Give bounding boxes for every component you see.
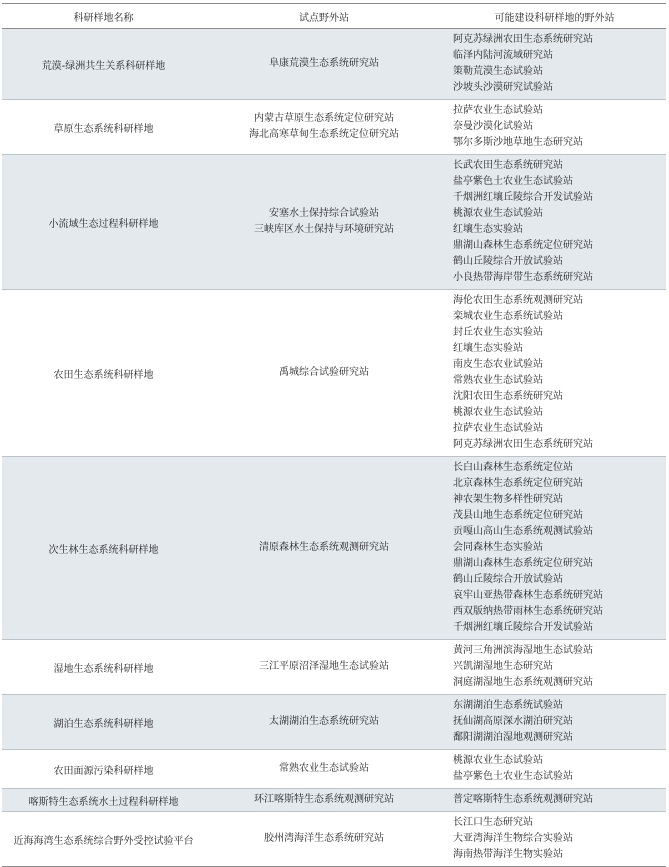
candidate-station-name: 茂县山地生态系统定位研究站 <box>453 510 583 521</box>
header-plot-name: 科研样地名称 <box>2 4 205 29</box>
candidate-stations-cell <box>443 290 666 457</box>
candidate-station-name: 抚仙湖高原深水湖泊研究站 <box>453 716 573 727</box>
candidate-stations-cell <box>443 789 666 812</box>
pilot-station-name: 阜康荒漠生态系统研究站 <box>269 58 379 69</box>
candidate-station-name: 沙坡头沙漠研究试验站 <box>453 82 553 93</box>
pilot-station-cell <box>205 750 443 789</box>
plot-name-cell: 农田生态系统科研样地 <box>2 290 205 457</box>
pilot-station-name: 三峡库区水土保持与环境研究站 <box>254 224 394 235</box>
candidate-station-name: 大亚湾海洋生物综合实验站 <box>453 833 573 844</box>
plot-name-cell: 湿地生态系统科研样地 <box>2 640 205 695</box>
candidate-station-name: 东湖湖泊生态系统试验站 <box>453 700 563 711</box>
plot-name-cell: 次生林生态系统科研样地 <box>2 457 205 640</box>
plot-name-cell: 喀斯特生态系统水土过程科研样地 <box>2 789 205 812</box>
candidate-station-name: 桃源农业生态试验站 <box>453 407 543 418</box>
pilot-station-cell <box>205 29 443 100</box>
candidate-station-name: 鹤山丘陵综合开放试验站 <box>453 574 563 585</box>
candidate-station-name: 桃源农业生态试验站 <box>453 755 543 766</box>
table-row <box>2 29 666 100</box>
candidate-station-name: 北京森林生态系统定位研究站 <box>453 478 583 489</box>
table-row <box>2 789 666 812</box>
table-row <box>2 155 666 290</box>
candidate-station-name: 长武农田生态系统研究站 <box>453 160 563 171</box>
candidate-station-name: 小良热带海岸带生态系统研究站 <box>453 272 593 283</box>
candidate-stations-cell <box>443 640 666 695</box>
candidate-station-name: 红壤生态实验站 <box>453 343 523 354</box>
plot-name-cell: 湖泊生态系统科研样地 <box>2 695 205 750</box>
candidate-station-name: 拉萨农业生态试验站 <box>453 423 543 434</box>
pilot-station-name: 三江平原沼泽湿地生态试验站 <box>259 661 389 672</box>
candidate-station-name: 贡嘎山高山生态系统观测试验站 <box>453 526 593 537</box>
candidate-station-name: 封丘农业生态实验站 <box>453 327 543 338</box>
pilot-station-cell <box>205 812 443 867</box>
pilot-station-name: 常熟农业生态试验站 <box>279 763 369 774</box>
candidate-stations-cell <box>443 457 666 640</box>
table-row <box>2 457 666 640</box>
pilot-station-name: 太湖湖泊生态系统研究站 <box>269 716 379 727</box>
candidate-station-name: 鹤山丘陵综合开放试验站 <box>453 256 563 267</box>
plot-name-cell: 草原生态系统科研样地 <box>2 100 205 155</box>
candidate-station-name: 栾城农业生态系统试验站 <box>453 311 563 322</box>
pilot-station-name: 内蒙古草原生态系统定位研究站 <box>254 113 394 124</box>
candidate-stations-cell <box>443 750 666 789</box>
pilot-station-cell <box>205 290 443 457</box>
plot-name-cell: 小流域生态过程科研样地 <box>2 155 205 290</box>
plot-name-cell: 近海海湾生态系统综合野外受控试验平台 <box>2 812 205 867</box>
pilot-station-cell <box>205 789 443 812</box>
candidate-station-name: 策勒荒漠生态试验站 <box>453 66 543 77</box>
candidate-station-name: 海南热带海洋生物实验站 <box>453 849 563 860</box>
candidate-station-name: 拉萨农业生态试验站 <box>453 105 543 116</box>
table-row <box>2 750 666 789</box>
candidate-station-name: 普定喀斯特生态系统观测研究站 <box>453 794 593 805</box>
pilot-station-name: 安塞水土保持综合试验站 <box>269 208 379 219</box>
pilot-station-name: 环江喀斯特生态系统观测研究站 <box>254 794 394 805</box>
candidate-station-name: 鼎湖山森林生态系统定位研究站 <box>453 240 593 251</box>
table-row <box>2 812 666 867</box>
header-candidate-stations: 可能建设科研样地的野外站 <box>443 4 666 29</box>
table-row <box>2 100 666 155</box>
candidate-station-name: 兴凯湖湿地生态研究站 <box>453 661 553 672</box>
header-pilot-station: 试点野外站 <box>205 4 443 29</box>
candidate-station-name: 海伦农田生态系统观测研究站 <box>453 295 583 306</box>
candidate-station-name: 洞庭湖湿地生态系统观测研究站 <box>453 677 593 688</box>
candidate-station-name: 常熟农业生态试验站 <box>453 375 543 386</box>
candidate-station-name: 长江口生态研究站 <box>453 817 533 828</box>
candidate-stations-cell <box>443 812 666 867</box>
table-body <box>2 29 666 867</box>
pilot-station-name: 海北高寒草甸生态系统定位研究站 <box>249 129 399 140</box>
candidate-station-name: 临泽内陆河流域研究站 <box>453 50 553 61</box>
candidate-station-name: 红壤生态实验站 <box>453 224 523 235</box>
candidate-station-name: 千烟洲红壤丘陵综合开发试验站 <box>453 192 593 203</box>
candidate-station-name: 奈曼沙漠化试验站 <box>453 121 533 132</box>
pilot-station-name: 禹城综合试验研究站 <box>279 367 369 378</box>
plot-name-cell: 农田面源污染科研样地 <box>2 750 205 789</box>
candidate-station-name: 鼎湖山森林生态系统定位研究站 <box>453 558 593 569</box>
research-plot-table <box>2 3 666 867</box>
candidate-station-name: 鄂尔多斯沙地草地生态研究站 <box>453 137 583 148</box>
candidate-station-name: 阿克苏绿洲农田生态系统研究站 <box>453 439 593 450</box>
candidate-station-name: 长白山森林生态系统定位站 <box>453 462 573 473</box>
candidate-station-name: 阿克苏绿洲农田生态系统研究站 <box>453 34 593 45</box>
candidate-stations-cell <box>443 29 666 100</box>
candidate-stations-cell <box>443 695 666 750</box>
pilot-station-cell <box>205 155 443 290</box>
candidate-station-name: 千烟洲红壤丘陵综合开发试验站 <box>453 622 593 633</box>
pilot-station-cell <box>205 100 443 155</box>
candidate-station-name: 盐亭紫色土农业生态试验站 <box>453 771 573 782</box>
candidate-stations-cell <box>443 155 666 290</box>
candidate-station-name: 桃源农业生态试验站 <box>453 208 543 219</box>
table-row <box>2 290 666 457</box>
pilot-station-cell <box>205 640 443 695</box>
pilot-station-cell <box>205 457 443 640</box>
candidate-station-name: 盐亭紫色土农业生态试验站 <box>453 176 573 187</box>
pilot-station-name: 清原森林生态系统观测研究站 <box>259 542 389 553</box>
plot-name-cell: 荒漠-绿洲共生关系科研样地 <box>2 29 205 100</box>
header-row <box>2 4 666 29</box>
table-row <box>2 640 666 695</box>
candidate-station-name: 神农架生物多样性研究站 <box>453 494 563 505</box>
candidate-station-name: 南皮生态农业试验站 <box>453 359 543 370</box>
candidate-station-name: 鄱阳湖湖泊湿地观测研究站 <box>453 732 573 743</box>
table-row <box>2 695 666 750</box>
candidate-stations-cell <box>443 100 666 155</box>
candidate-station-name: 会同森林生态实验站 <box>453 542 543 553</box>
pilot-station-cell <box>205 695 443 750</box>
candidate-station-name: 西双版纳热带雨林生态系统研究站 <box>453 606 603 617</box>
candidate-station-name: 哀牢山亚热带森林生态系统研究站 <box>453 590 603 601</box>
candidate-station-name: 黄河三角洲滨海湿地生态试验站 <box>453 645 593 656</box>
pilot-station-name: 胶州湾海洋生态系统研究站 <box>264 833 384 844</box>
candidate-station-name: 沈阳农田生态系统研究站 <box>453 391 563 402</box>
